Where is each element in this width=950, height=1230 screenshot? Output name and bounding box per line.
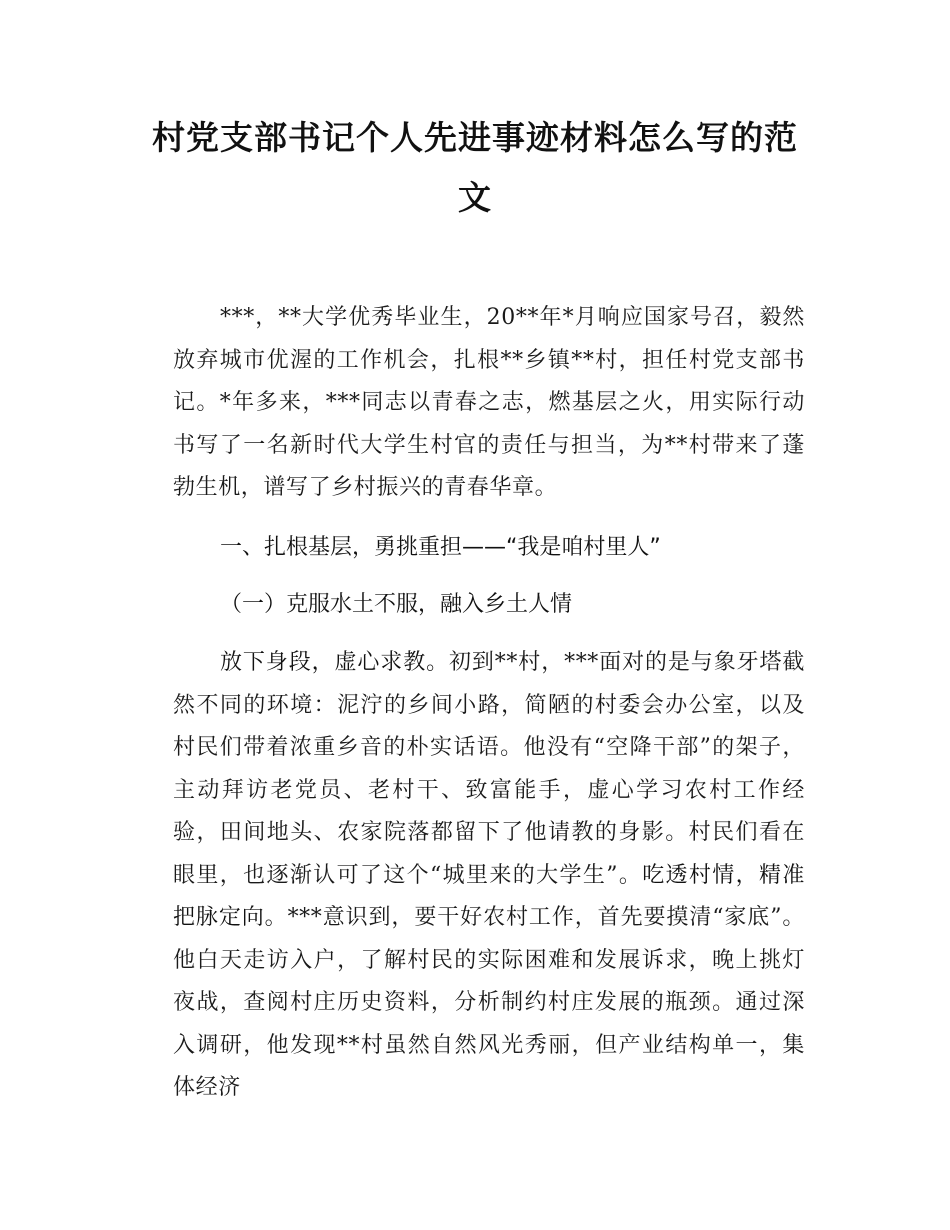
intro-paragraph: ***，**大学优秀毕业生，20**年*月响应国家号召，毅然放弃城市优渥的工作机会，扎根**乡镇**村，担任村党支部书记。*年多来，***同志以青春之志，燃基层之火，用实际行动书写了一名新时代大学生村官的责任与担当，为**村带来了蓬勃生机，谱写了乡村振兴的青春华章。 [173,305,805,500]
paragraph-text: ***意识到，要干好农村工作，首先要摸清“家底”。他白天走访入户，了解村民的实际困难和发展诉求，晚上挑灯夜战，查阅村庄历史资料，分析制约村庄发展的瓶颈。通过深入调研，他发现**村虽然自然风光秀丽，但产业结构单一，集体经济 [173,905,805,1100]
paragraph-text: 初到**村，***面对的是与象牙塔截然不同的环境：泥泞的乡间小路，简陋的村委会办公室，以及村民们带着浓重乡音的朴实话语。他没有“空降干部”的架子，主动拜访老党员、老村干、致富能手，虚心学习农村工作经验，田间地头、农家院落都留下了他请教的身影。村民们看在眼里，也逐渐认可了这个“城里来的大学生”。 [173,650,805,888]
section-heading: 一、扎根基层，勇挑重担——“我是咱村里人” [220,535,661,560]
body-paragraph [173,642,805,1110]
document-title: 村党支部书记个人先进事迹材料怎么写的范文 [152,118,798,217]
paragraph-lead-phrase: 放下身段，虚心求教。 [220,650,449,675]
subsection-heading: （一）克服水土不服，融入乡土人情 [220,592,573,617]
paragraph-lead-phrase: 吃透村情，精准把脉定向。 [173,862,805,930]
